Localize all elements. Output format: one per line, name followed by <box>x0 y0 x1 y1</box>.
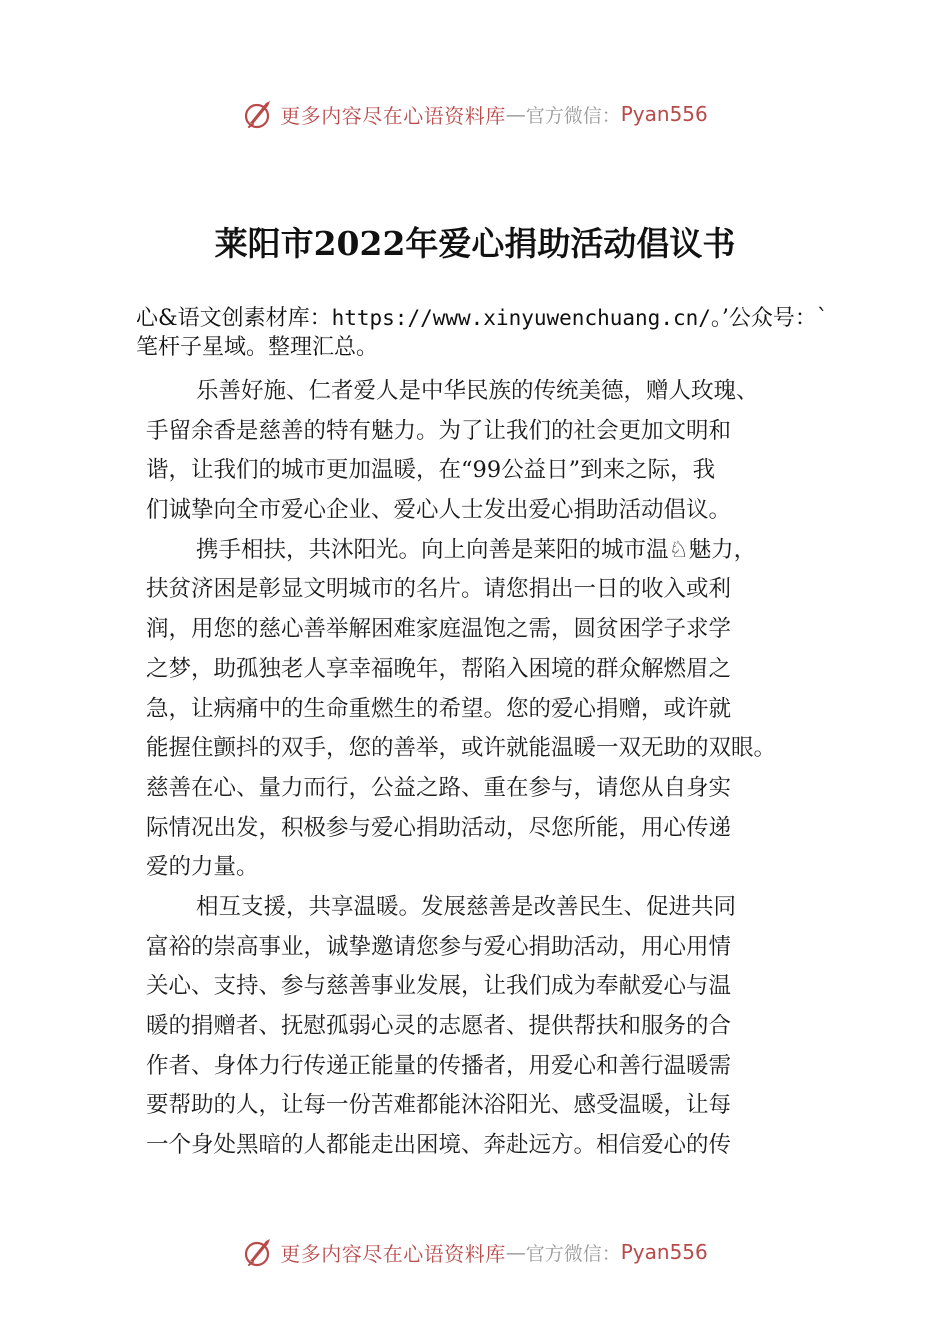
paragraph-line: 乐善好施、仁者爱人是中华民族的传统美德，赠人玫瑰、 <box>196 378 759 404</box>
paragraph-line: 谐，让我们的城市更加温暖，在“99公益日”到来之际，我 <box>146 457 716 484</box>
quill-pen-logo-icon <box>242 1235 276 1269</box>
paragraph-line: 爱的力量。 <box>146 854 259 881</box>
paragraph-line: 相互支援，共享温暖。发展慈善是改善民生、促进共同 <box>196 893 737 920</box>
banner-wechat-label: 官方微信： <box>525 104 621 127</box>
paragraph-line: 急，让病痛中的生命重燃生的希望。您的爱心捐赠，或许就 <box>146 695 732 722</box>
paragraph-line: 能握住颤抖的双手，您的善举，或许就能温暖一双无助的双眼。 <box>146 735 777 762</box>
page-title: 莱阳市2022年爱心捐助活动倡议书 <box>214 224 736 263</box>
document-body <box>146 372 836 1166</box>
banner-wechat-id: Pyan556 <box>620 1240 708 1264</box>
paragraph-line: 们诚挚向全市爱心企业、爱心人士发出爱心捐助活动倡议。 <box>146 497 732 524</box>
paragraph-line: 之梦，助孤独老人享幸福晚年，帮陷入困境的群众解燃眉之 <box>146 655 732 682</box>
banner-separator: — <box>505 1240 526 1264</box>
paragraph-line: 润，用您的慈心善举解困难家庭温饱之需，圆贫困学子求学 <box>146 616 732 643</box>
paragraph-line: 际情况出发，积极参与爱心捐助活动，尽您所能，用心传递 <box>146 814 732 841</box>
paragraph-line: 暖的捐赠者、抚慰孤弱心灵的志愿者、提供帮扶和服务的合 <box>146 1013 732 1039</box>
footer-banner <box>0 1232 950 1272</box>
paragraph-line: 作者、身体力行传递正能量的传播者，用爱心和善行温暖需 <box>146 1052 732 1079</box>
header-banner <box>0 94 950 134</box>
paragraph-line: 扶贫济困是彰显文明城市的名片。请您捐出一日的收入或利 <box>146 576 732 603</box>
paragraph-line: 富裕的崇高事业，诚挚邀请您参与爱心捐助活动，用心用情 <box>146 933 732 960</box>
source-url-link[interactable]: https://www.xinyuwenchuang.cn/ <box>331 306 711 330</box>
paragraph-line: 手留余香是慈善的特有魅力。为了让我们的社会更加文明和 <box>146 417 732 444</box>
paragraph-line: 要帮助的人，让每一份苦难都能沐浴阳光、感受温暖，让每 <box>146 1092 732 1119</box>
paragraph-line: 一个身处黑暗的人都能走出困境、奔赴远方。相信爱心的传 <box>146 1132 732 1159</box>
source-note-prefix: 心&语文创素材库： <box>136 306 332 331</box>
source-note-suffix: 。’公众号：`笔杆子星域。整理汇总。 <box>136 306 828 360</box>
paragraph-line: 关心、支持、参与慈善事业发展，让我们成为奉献爱心与温 <box>146 973 732 1000</box>
banner-separator: — <box>505 102 526 126</box>
banner-wechat-label: 官方微信： <box>525 1242 621 1265</box>
banner-text: 更多内容尽在心语资料库 <box>280 103 506 128</box>
banner-text: 更多内容尽在心语资料库 <box>280 1241 506 1266</box>
paragraph-line: 慈善在心、量力而行，公益之路、重在参与，请您从自身实 <box>146 774 732 801</box>
quill-pen-logo-icon <box>242 97 276 131</box>
paragraph-line: 携手相扶，共沐阳光。向上向善是莱阳的城市温♘魅力， <box>196 536 757 563</box>
banner-wechat-id: Pyan556 <box>620 102 708 126</box>
source-note <box>136 304 836 362</box>
